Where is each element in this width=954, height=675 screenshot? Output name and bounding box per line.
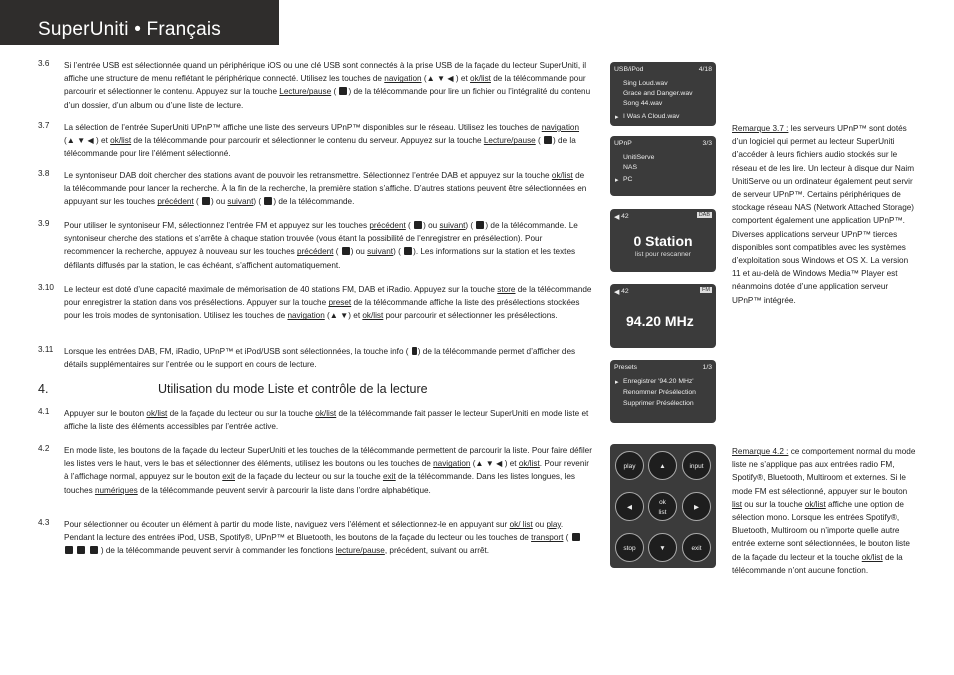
dab-badge: DAB	[698, 212, 710, 218]
paragraph-text: Appuyer sur le bouton ok/list de la façade du lecteur ou sur la touche ok/list de la télécommande fait passer le lecteur SuperUniti en mode liste et affiche la liste des éléments accessibles par l’entrée active.	[64, 409, 589, 432]
paragraph-text: Pour sélectionner ou écouter un élément à partir du mode liste, naviguez vers l’élément et sélectionnez-le en appuyant sur ok/ list ou play. Pendant la lecture des entrées iPod, USB, Spotify®, UPnP™ et Bluetooth, les boutons de la façade du lecteur ou les touches de transport ( ) de la télécommande peuvent servir à commander les fonctions lecture/pause, précédent, suivant ou arrêt.	[64, 518, 592, 558]
paragraph-number: 3.6	[38, 59, 50, 68]
screen-count: 3/3	[702, 140, 712, 147]
paragraph-number: 4.2	[38, 444, 50, 453]
paragraph-text: La sélection de l’entrée SuperUniti UPnP™ affiche une liste des serveurs UPnP™ disponibles sur le réseau. Utilisez les touches de navigation (▲ ▼ ◀ ) et ok/list de la télécommande pour parcourir et sélectionner le contenu du serveur. Appuyez sur la touche Lecture/pause ( ) de la télécommande pour lire l’élément sélectionné.	[64, 123, 580, 159]
list-item-selected: ▸ PC	[623, 176, 632, 183]
paragraph-text: Si l’entrée USB est sélectionnée quand un périphérique iOS ou une clé USB sont connectés à la prise USB de la façade du lecteur SuperUniti, il affiche une structure de menu reflétant le périphérique connecté. Utilisez les touches de navigation (▲ ▼ ◀ ) et ok/list de la télécommande pour parcourir et sélectionner le contenu. Appuyez sur la touche Lecture/pause ( ) de la télécommande pour lire un fichier ou l’intégralité du contenu d’un dossier, d’un album ou d’une liste de lecture.	[64, 61, 591, 110]
fm-frequency: 94.20 MHz	[626, 313, 694, 329]
volume-level: 42	[621, 288, 629, 295]
paragraph-number: 3.10	[38, 283, 54, 292]
note-text: ce comportement normal du mode liste ne s’applique pas aux entrées radio FM, Spotify®, Bluetooth, Multiroom et externes. Si le mode FM est sélectionné, appuyer sur le bouton list ou sur la touche ok/list affiche une option de sélection mono. Lorsque les entrées Spotify®, Bluetooth, Multiroom ou n’importe quelle autre entrée externe sont sélectionnées, le bouton liste de la façade du lecteur et la touche ok/list de la télécommande n’ont aucune fonction.	[732, 447, 916, 575]
stop-button[interactable]: stop	[615, 533, 644, 562]
screen-title: USB/iPod	[614, 66, 644, 73]
section-number: 4.	[38, 382, 49, 396]
screen-count: 1/3	[702, 364, 712, 371]
list-item-selected: ▸ Enregistrer '94.20 MHz'	[623, 378, 694, 385]
paragraph-number: 3.7	[38, 121, 50, 130]
list-item: Sing Loud.wav	[623, 80, 668, 87]
paragraph-number: 3.11	[38, 345, 54, 354]
screen-title: UPnP	[614, 140, 632, 147]
paragraph-number: 4.3	[38, 518, 50, 527]
fm-screen	[610, 284, 716, 348]
paragraph-text: En mode liste, les boutons de la façade du lecteur SuperUniti et les touches de la télécommande permettent de parcourir la liste. Pour faire défiler les listes vers le haut, vers le bas et sélectionner des éléments, utilisez les boutons ou les touches de navigation (▲ ▼ ◀ ) et ok/list. Pour revenir à l’affichage normal, appuyez sur le bouton exit de la façade du lecteur ou sur la touche exit de la télécommande. Dans les listes longues, les touches numériques de la télécommande peuvent servir à parcourir la liste dans l’ordre alphabétique.	[64, 446, 592, 495]
fm-badge: FM	[702, 287, 710, 293]
paragraph-number: 3.9	[38, 219, 50, 228]
ok-list-button[interactable]: ok list	[648, 492, 677, 521]
paragraph-text: Lorsque les entrées DAB, FM, iRadio, UPnP™ et iPod/USB sont sélectionnées, la touche info ( ) de la télécommande permet d’afficher des détails supplémentaires sur l’entrée ou le support en cours de lecture.	[64, 347, 576, 370]
station-name: 0 Station	[633, 233, 693, 249]
upnp-screen	[610, 136, 716, 196]
dab-screen	[610, 209, 716, 272]
list-item: Supprimer Présélection	[623, 400, 694, 407]
list-item: Renommer Présélection	[623, 389, 696, 396]
page-title: SuperUniti • Français	[38, 19, 221, 40]
note-label: Remarque 4.2 :	[732, 447, 789, 456]
list-item: UnitiServe	[623, 154, 655, 161]
paragraph-number: 3.8	[38, 169, 50, 178]
paragraph-number: 4.1	[38, 407, 50, 416]
usb-screen	[610, 62, 716, 126]
station-hint: list pour rescanner	[635, 251, 691, 258]
note-text: les serveurs UPnP™ sont dotés d’un logiciel qui permet au lecteur SuperUniti d’accéder à leurs fichiers audio stockés sur le réseau et de les lire. Un lecteur à disque dur Naim UnitiServe ou un ordinateur également peut servir de serveur UPnP™. Certains périphériques de stockage réseau NAS (Network Attached Storage) comportent également une application UPnP™. Diverses applications serveur UPnP™ tierces disponibles sont compatibles avec les systèmes d’exploitation sous Windows et OS X. La version 11 et au-delà de Windows Media™ Player est néanmoins dotée d’une application serveur UPnP™ intégrée.	[732, 124, 915, 305]
note-3-7	[732, 122, 916, 307]
note-label: Remarque 3.7 :	[732, 124, 789, 133]
list-item: Song 44.wav	[623, 100, 663, 107]
down-button[interactable]: ▼	[648, 533, 677, 562]
right-button[interactable]: ▶	[682, 492, 711, 521]
input-button[interactable]: input	[682, 451, 711, 480]
paragraph-text: Le syntoniseur DAB doit chercher des stations avant de pouvoir les retransmettre. Sélectionnez l’entrée DAB et appuyez sur la touche ok/list de la télécommande pour lancer la recherche. À la fin de la recherche, la première station s’affiche. D’autres stations peuvent être sélectionnées en appuyant sur les touches précédent ( ) ou suivant) ( ) de la télécommande.	[64, 171, 587, 207]
list-item: Grace and Danger.wav	[623, 90, 693, 97]
volume-level: 42	[621, 213, 629, 220]
up-button[interactable]: ▲	[648, 451, 677, 480]
left-button[interactable]: ◀	[615, 492, 644, 521]
paragraph-text: Pour utiliser le syntoniseur FM, sélectionnez l’entrée FM et appuyez sur les touches précédent ( ) ou suivant) ( ) de la télécommande. Le syntoniseur cherche des stations et s’arrête à chaque station trouvée (vous étant la possibilité de l’enregistrer en présélection). Pour recommencer la recherche, appuyez à nouveau sur les touches précédent ( ) ou suivant) ( ). Les informations sur la station et les textes défilants diffusés par la station, le cas échéant, s’affichent automatiquement.	[64, 221, 578, 270]
section-heading: Utilisation du mode Liste et contrôle de la lecture	[158, 382, 428, 396]
presets-screen	[610, 360, 716, 423]
screen-count: 4/18	[698, 66, 712, 73]
note-4-2	[732, 445, 916, 577]
volume-icon: ◀	[614, 214, 620, 221]
remote-panel	[610, 444, 716, 568]
list-item: NAS	[623, 164, 637, 171]
list-item-selected: ▸ I Was A Cloud.wav	[623, 113, 679, 120]
play-button[interactable]: play	[615, 451, 644, 480]
header-bar	[0, 0, 279, 45]
screen-title: Presets	[614, 364, 638, 371]
paragraph-text: Le lecteur est doté d’une capacité maximale de mémorisation de 40 stations FM, DAB et iRadio. Appuyez sur la touche store de la télécommande pour enregistrer la station dans vos présélections. Appuyer sur la touche preset de la télécommande affiche la liste des présélections stockées pour les trois modes de syntonisation. Utilisez les touches de navigation (▲ ▼) et ok/list pour parcourir et sélectionner les présélections.	[64, 285, 592, 321]
volume-icon: ◀	[614, 289, 620, 296]
exit-button[interactable]: exit	[682, 533, 711, 562]
